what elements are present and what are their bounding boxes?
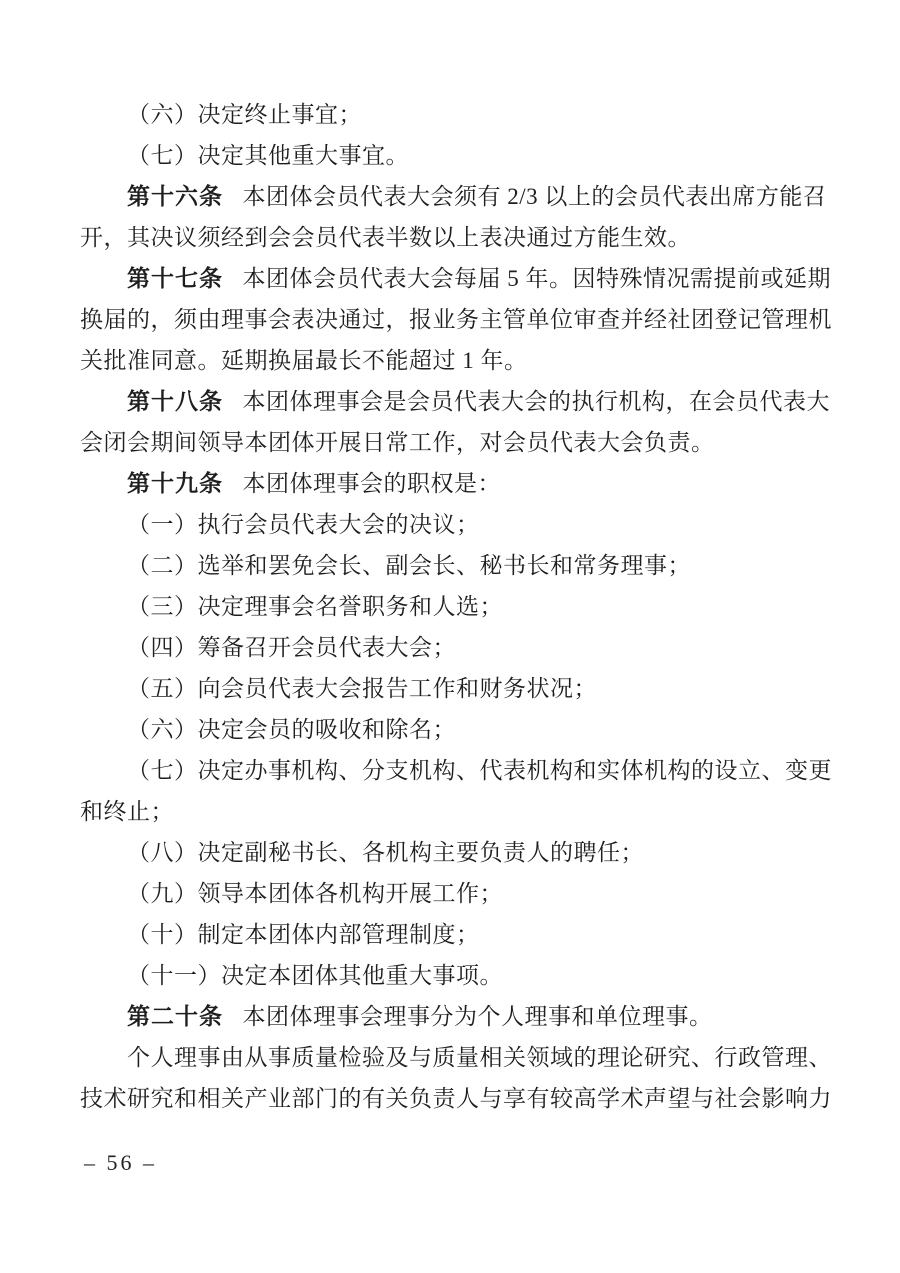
article-line: [80, 381, 831, 422]
article-line: [80, 996, 828, 1037]
article-text: 本团体理事会的职权是：: [242, 471, 502, 496]
list-item-line: （三）决定理事会名誉职务和人选；: [127, 594, 503, 619]
article-line: [80, 463, 828, 504]
article-number: 第十七条: [127, 265, 223, 291]
list-item-line: （四）筹备召开会员代表大会；: [127, 635, 456, 660]
article-line: [80, 258, 832, 299]
text-line: 关批准同意。延期换届最长不能超过 1 年。: [80, 348, 528, 373]
article-number: 第十九条: [127, 470, 223, 496]
text-line: 和终止；: [80, 799, 174, 824]
list-item-line: （十一）决定本团体其他重大事项。: [127, 963, 503, 988]
text-line: 会闭会期间领导本团体开展日常工作，对会员代表大会负责。: [80, 430, 715, 455]
article-number: 第十六条: [127, 183, 223, 209]
list-item-line: （六）决定会员的吸收和除名；: [127, 717, 456, 742]
list-item-line: （二）选举和罢免会长、副会长、秘书长和常务理事；: [127, 553, 691, 578]
article-number: 第二十条: [127, 1003, 223, 1029]
list-item-line: （六）决定终止事宜；: [127, 102, 362, 127]
article-text: 本团体会员代表大会每届 5 年。因特殊情况需提前或延期: [242, 266, 832, 291]
page-number: – 56 –: [84, 1150, 157, 1175]
article-line: [80, 176, 828, 217]
text-line: 技术研究和相关产业部门的有关负责人与享有较高学术声望与社会影响力: [80, 1086, 832, 1111]
article-number: 第十八条: [127, 388, 223, 414]
list-item-line: （七）决定其他重大事宜。: [127, 143, 409, 168]
list-item-line: （十）制定本团体内部管理制度；: [127, 922, 480, 947]
article-text: 本团体理事会是会员代表大会的执行机构，在会员代表大: [242, 389, 831, 414]
article-text: 本团体理事会理事分为个人理事和单位理事。: [242, 1004, 713, 1029]
list-item-line: （一）执行会员代表大会的决议；: [127, 512, 480, 537]
text-line: 开，其决议须经到会会员代表半数以上表决通过方能生效。: [80, 225, 691, 250]
text-line: 换届的，须由理事会表决通过，报业务主管单位审查并经社团登记管理机: [80, 307, 832, 332]
document-body: [80, 94, 832, 1119]
list-item-line: （五）向会员代表大会报告工作和财务状况；: [127, 676, 597, 701]
article-text: 本团体会员代表大会须有 2/3 以上的会员代表出席方能召: [242, 184, 827, 209]
list-item-line: （九）领导本团体各机构开展工作；: [127, 881, 503, 906]
list-item-line: （八）决定副秘书长、各机构主要负责人的聘任；: [127, 840, 644, 865]
paragraph-line: 个人理事由从事质量检验及与质量相关领域的理论研究、行政管理、: [127, 1045, 832, 1070]
list-item-line: （七）决定办事机构、分支机构、代表机构和实体机构的设立、变更: [127, 758, 832, 783]
